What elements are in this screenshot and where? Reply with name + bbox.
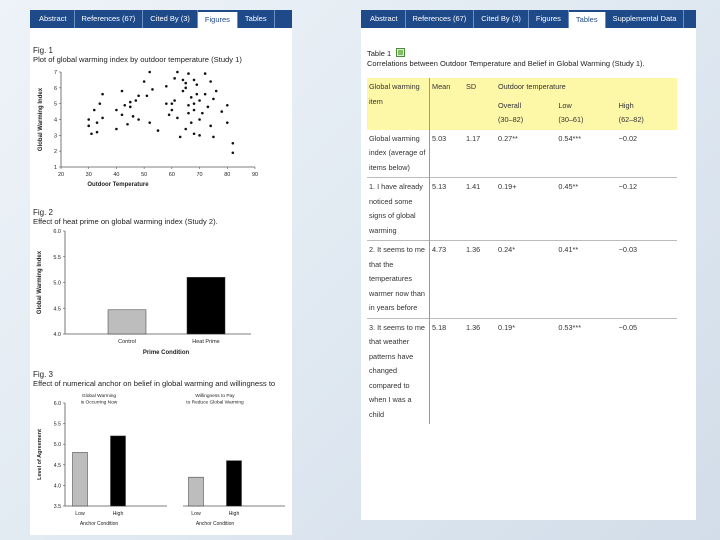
table-header-row <box>367 78 677 97</box>
y-tick-label: 5 <box>53 101 57 108</box>
x-axis-label: Outdoor Temperature <box>87 182 149 188</box>
scatter-point <box>209 80 212 83</box>
figure-1-title: Plot of global warming index by outdoor temperature (Study 1) <box>33 55 242 64</box>
y-tick-label: 7 <box>53 70 57 76</box>
cell-item: Global warming index (average of items below) <box>367 130 430 178</box>
tab-figures[interactable]: Figures <box>198 12 238 28</box>
scatter-point <box>187 112 190 115</box>
scatter-point <box>232 151 235 154</box>
bar-control <box>108 310 146 334</box>
tab-cited-by[interactable]: Cited By (3) <box>143 10 198 28</box>
cell-high: −0.05 <box>617 318 677 424</box>
header-low: Low (30–61) <box>556 97 616 130</box>
cell-low: 0.53*** <box>556 318 616 424</box>
y-tick-label: 4 <box>53 117 57 124</box>
scatter-point <box>93 109 96 112</box>
scatter-point <box>207 106 210 109</box>
x-tick-label: 70 <box>196 172 203 178</box>
panel-subtitle: is Occurring Now <box>80 400 118 406</box>
scatter-point <box>212 136 215 139</box>
tab-tables[interactable]: Tables <box>238 10 275 28</box>
x-tick-label: 20 <box>57 172 65 178</box>
scatter-point <box>215 90 218 93</box>
scatter-point <box>115 128 118 131</box>
x-tick-label: Low <box>75 511 85 517</box>
scatter-point <box>193 109 196 112</box>
bar-chart-heat-prime <box>33 226 291 366</box>
bar-high <box>227 461 242 506</box>
left-tab-bar <box>30 10 292 28</box>
scatter-point <box>220 110 223 113</box>
scatter-chart <box>33 64 291 189</box>
table-row <box>367 241 677 319</box>
table-title: Correlations between Outdoor Temperature and Belief in Global Warming (Study 1). <box>367 59 645 68</box>
scatter-point <box>193 132 196 135</box>
cell-mean: 5.18 <box>430 318 465 424</box>
cell-low: 0.45** <box>556 178 616 241</box>
bar-low <box>73 452 88 506</box>
scatter-point <box>151 88 154 91</box>
cell-high: −0.03 <box>617 241 677 319</box>
scatter-point <box>115 109 118 112</box>
scatter-point <box>132 115 135 118</box>
y-tick-label: 5.0 <box>53 442 61 449</box>
table-row <box>367 318 677 424</box>
scatter-point <box>187 72 190 75</box>
y-tick-label: 6.0 <box>53 401 61 407</box>
correlation-table <box>367 78 677 424</box>
x-tick-label: 40 <box>113 172 120 178</box>
scatter-point <box>165 85 168 88</box>
y-tick-label: 5.5 <box>53 254 61 261</box>
x-axis-label: Prime Condition <box>142 350 190 356</box>
bar-heat-prime <box>187 277 225 334</box>
scatter-point <box>123 104 126 107</box>
x-tick-label: 30 <box>85 172 92 178</box>
figure-3 <box>33 370 291 535</box>
scatter-point <box>90 132 93 135</box>
scatter-point <box>121 90 124 93</box>
scatter-point <box>148 71 151 74</box>
scatter-point <box>209 125 212 128</box>
tab-figures[interactable]: Figures <box>529 10 569 28</box>
cell-mean: 5.03 <box>432 133 447 143</box>
header-overall: Overall (30–82) <box>496 97 556 130</box>
scatter-point <box>173 99 176 102</box>
scatter-point <box>171 102 174 105</box>
cell-item: 2. It seems to me that the temperatures warmer now than in years before <box>367 241 430 319</box>
cell-overall: 0.27** <box>498 133 518 143</box>
cell-sd: 1.36 <box>464 318 496 424</box>
scatter-point <box>190 96 193 99</box>
scatter-point <box>190 121 193 124</box>
scatter-point <box>184 128 187 131</box>
scatter-point <box>137 94 140 97</box>
scatter-point <box>182 90 185 93</box>
figure-1-label: Fig. 1 <box>33 46 54 55</box>
x-tick-label: 50 <box>141 172 148 178</box>
scatter-point <box>179 136 182 139</box>
x-tick-label: 60 <box>168 172 175 178</box>
tab-references[interactable]: References (67) <box>75 10 144 28</box>
scatter-point <box>182 79 185 82</box>
tab-abstract[interactable]: Abstract <box>32 10 75 28</box>
scatter-point <box>184 82 187 85</box>
scatter-point <box>148 121 151 124</box>
y-tick-label: 4.5 <box>53 462 61 469</box>
cell-sd: 1.41 <box>464 178 496 241</box>
scatter-point <box>226 104 229 107</box>
y-tick-label: 6.0 <box>53 229 61 235</box>
cell-low: 0.54*** <box>558 133 582 143</box>
scatter-point <box>87 125 90 128</box>
y-tick-label: 4.5 <box>53 306 61 313</box>
cell-high: −0.12 <box>617 178 677 241</box>
panel-subtitle: Willingness to Pay <box>195 394 235 399</box>
y-tick-label: 5.5 <box>53 421 61 428</box>
cell-high: −0.02 <box>618 133 638 143</box>
scatter-point <box>157 129 160 132</box>
scatter-point <box>146 94 149 97</box>
scatter-point <box>184 87 187 90</box>
scatter-point <box>121 113 124 116</box>
scatter-point <box>176 71 179 74</box>
panel-subtitle: to Reduce Global Warming <box>186 400 244 406</box>
scatter-point <box>171 109 174 112</box>
cell-low: 0.41** <box>556 241 616 319</box>
right-tab-bar <box>361 10 696 28</box>
cell-sd: 1.17 <box>466 133 481 143</box>
scatter-point <box>187 104 190 107</box>
scatter-point <box>193 79 196 82</box>
scatter-point <box>196 83 199 86</box>
scatter-point <box>196 93 199 96</box>
x-tick-label: 80 <box>224 172 231 178</box>
bar-low <box>189 477 204 506</box>
scatter-point <box>226 121 229 124</box>
scatter-point <box>201 112 204 115</box>
cell-overall: 0.19* <box>496 318 556 424</box>
y-axis-label: Global Warming Index <box>38 87 44 152</box>
x-tick-label: High <box>112 511 124 517</box>
scatter-point <box>198 118 201 121</box>
y-tick-label: 4.0 <box>53 483 61 490</box>
y-tick-label: 3 <box>53 133 57 140</box>
figure-3-label: Fig. 3 <box>33 370 54 379</box>
figure-1 <box>33 46 291 194</box>
scatter-point <box>96 131 99 134</box>
scatter-point <box>232 142 235 145</box>
header-item: Global warming item <box>367 78 430 130</box>
x-tick-label: Control <box>118 339 136 345</box>
scatter-point <box>165 102 168 105</box>
scatter-point <box>129 101 132 104</box>
scatter-point <box>143 80 146 83</box>
tab-cited-by[interactable]: Cited By (3) <box>474 10 529 28</box>
scatter-point <box>198 99 201 102</box>
scatter-point <box>204 93 207 96</box>
bar-chart-anchor <box>33 388 291 533</box>
tables-panel <box>361 10 696 520</box>
cell-item: 1. I have already noticed some signs of global warming <box>367 178 430 241</box>
scatter-point <box>137 118 140 121</box>
cell-overall: 0.24* <box>496 241 556 319</box>
y-axis-label: Global Warming Index <box>37 250 43 315</box>
y-tick-label: 5.0 <box>53 280 61 287</box>
table-row <box>367 178 677 241</box>
figures-panel <box>30 10 292 535</box>
y-tick-label: 6 <box>53 85 57 92</box>
scatter-point <box>135 99 138 102</box>
scatter-point <box>87 118 90 121</box>
x-tick-label: 90 <box>251 172 259 178</box>
x-tick-label: Low <box>191 511 201 517</box>
figure-2-label: Fig. 2 <box>33 208 54 217</box>
scatter-point <box>96 121 99 124</box>
scatter-point <box>173 77 176 80</box>
table-download-icon[interactable] <box>396 48 405 57</box>
y-tick-label: 3.5 <box>53 504 61 510</box>
table-caption <box>367 48 645 69</box>
y-tick-label: 4.0 <box>53 332 61 338</box>
tab-abstract[interactable]: Abstract <box>363 10 406 28</box>
scatter-point <box>101 93 104 96</box>
bar-high <box>111 436 126 506</box>
tab-tables[interactable]: Tables <box>569 12 606 28</box>
header-outdoor-temperature: Outdoor temperature <box>496 78 677 97</box>
cell-item: 3. It seems to me that weather patterns have changed compared to when I was a child <box>367 318 430 424</box>
panel-subtitle: Global Warming <box>81 394 117 399</box>
cell-mean: 5.13 <box>430 178 465 241</box>
cell-sd: 1.36 <box>464 241 496 319</box>
scatter-point <box>212 98 215 101</box>
figure-3-title: Effect of numerical anchor on belief in global warming and willingness to <box>33 379 276 388</box>
table-label: Table 1 <box>367 49 392 58</box>
cell-overall: 0.19+ <box>496 178 556 241</box>
cell-mean: 4.73 <box>430 241 465 319</box>
scatter-point <box>198 134 201 137</box>
y-axis-label: Level of Agreement <box>37 429 43 480</box>
header-high: High (62–82) <box>617 97 677 130</box>
x-axis-label: Anchor Condition <box>79 521 119 527</box>
table-row <box>367 130 677 178</box>
figure-2 <box>33 208 291 371</box>
figure-2-title: Effect of heat prime on global warming index (Study 2). <box>33 217 218 226</box>
x-tick-label: High <box>228 511 240 517</box>
tab-supplemental-data[interactable]: Supplemental Data <box>606 10 685 28</box>
scatter-point <box>129 106 132 109</box>
scatter-point <box>99 102 102 105</box>
scatter-point <box>101 117 104 120</box>
x-axis-label: Anchor Condition <box>195 521 235 527</box>
header-sd: SD <box>464 78 496 130</box>
tab-references[interactable]: References (67) <box>406 10 475 28</box>
y-tick-label: 2 <box>53 149 57 156</box>
scatter-point <box>168 113 171 116</box>
scatter-point <box>204 72 207 75</box>
x-tick-label: Heat Prime <box>192 339 220 345</box>
y-tick-label: 1 <box>53 165 57 171</box>
scatter-point <box>176 117 179 120</box>
header-mean: Mean <box>430 78 465 130</box>
scatter-point <box>193 102 196 105</box>
scatter-point <box>126 123 129 126</box>
